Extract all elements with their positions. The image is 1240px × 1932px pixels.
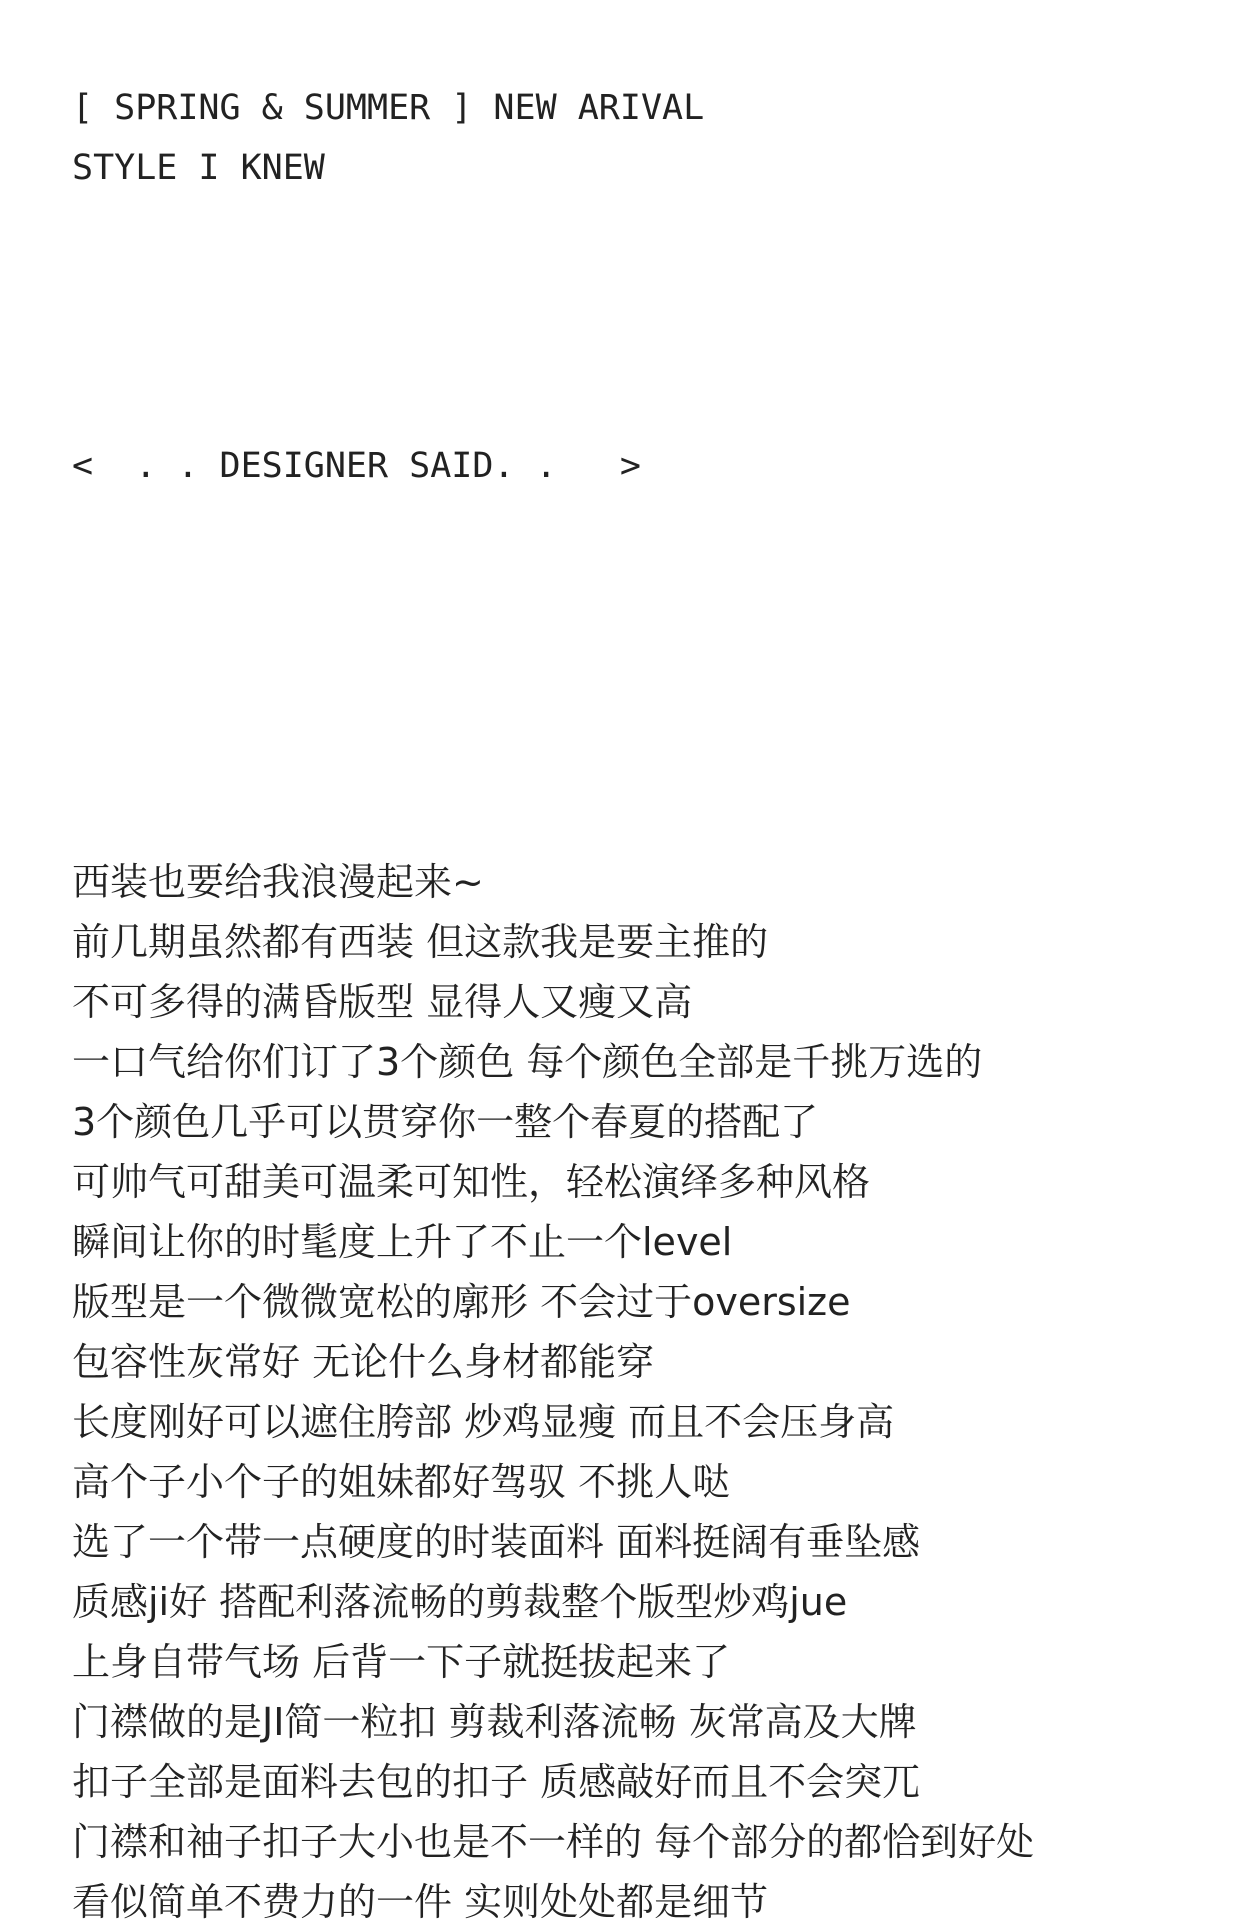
description-line: 一口气给你们订了3个颜色 每个颜色全部是千挑万选的: [72, 1040, 983, 1084]
description-line: 西装也要给我浪漫起来~: [72, 860, 484, 904]
collection-title: [ SPRING & SUMMER ] NEW ARIVAL: [72, 88, 705, 128]
description-line: 包容性灰常好 无论什么身材都能穿: [72, 1340, 655, 1384]
description-line: 扣子全部是面料去包的扣子 质感敲好而且不会突兀: [72, 1760, 921, 1804]
description-line: 版型是一个微微宽松的廓形 不会过于oversize: [72, 1280, 851, 1324]
description-line: 3个颜色几乎可以贯穿你一整个春夏的搭配了: [72, 1100, 819, 1144]
designer-said-heading: < . . DESIGNER SAID. . >: [72, 446, 641, 486]
description-line: 选了一个带一点硬度的时装面料 面料挺阔有垂坠感: [72, 1520, 921, 1564]
description-line: 长度刚好可以遮住胯部 炒鸡显瘦 而且不会压身高: [72, 1400, 895, 1444]
description-line: 上身自带气场 后背一下子就挺拔起来了: [72, 1640, 731, 1684]
description-line: 瞬间让你的时髦度上升了不止一个level: [72, 1220, 733, 1264]
description-text: [72, 852, 1034, 1932]
description-line: 高个子小个子的姐妹都好驾驭 不挑人哒: [72, 1460, 731, 1504]
description-line: 不可多得的满昏版型 显得人又瘦又高: [72, 980, 693, 1024]
description-line: 门襟做的是JI简一粒扣 剪裁利落流畅 灰常高及大牌: [72, 1700, 917, 1744]
description-line: 质感ji好 搭配利落流畅的剪裁整个版型炒鸡jue: [72, 1580, 848, 1624]
collection-subtitle: STYLE I KNEW: [72, 148, 325, 188]
description-line: 可帅气可甜美可温柔可知性，轻松演绎多种风格: [72, 1160, 871, 1204]
description-line: 前几期虽然都有西装 但这款我是要主推的: [72, 920, 769, 964]
collection-header: [72, 78, 704, 198]
description-line: 看似简单不费力的一件 实则处处都是细节: [72, 1880, 769, 1924]
description-line: 门襟和袖子扣子大小也是不一样的 每个部分的都恰到好处: [72, 1820, 1035, 1864]
